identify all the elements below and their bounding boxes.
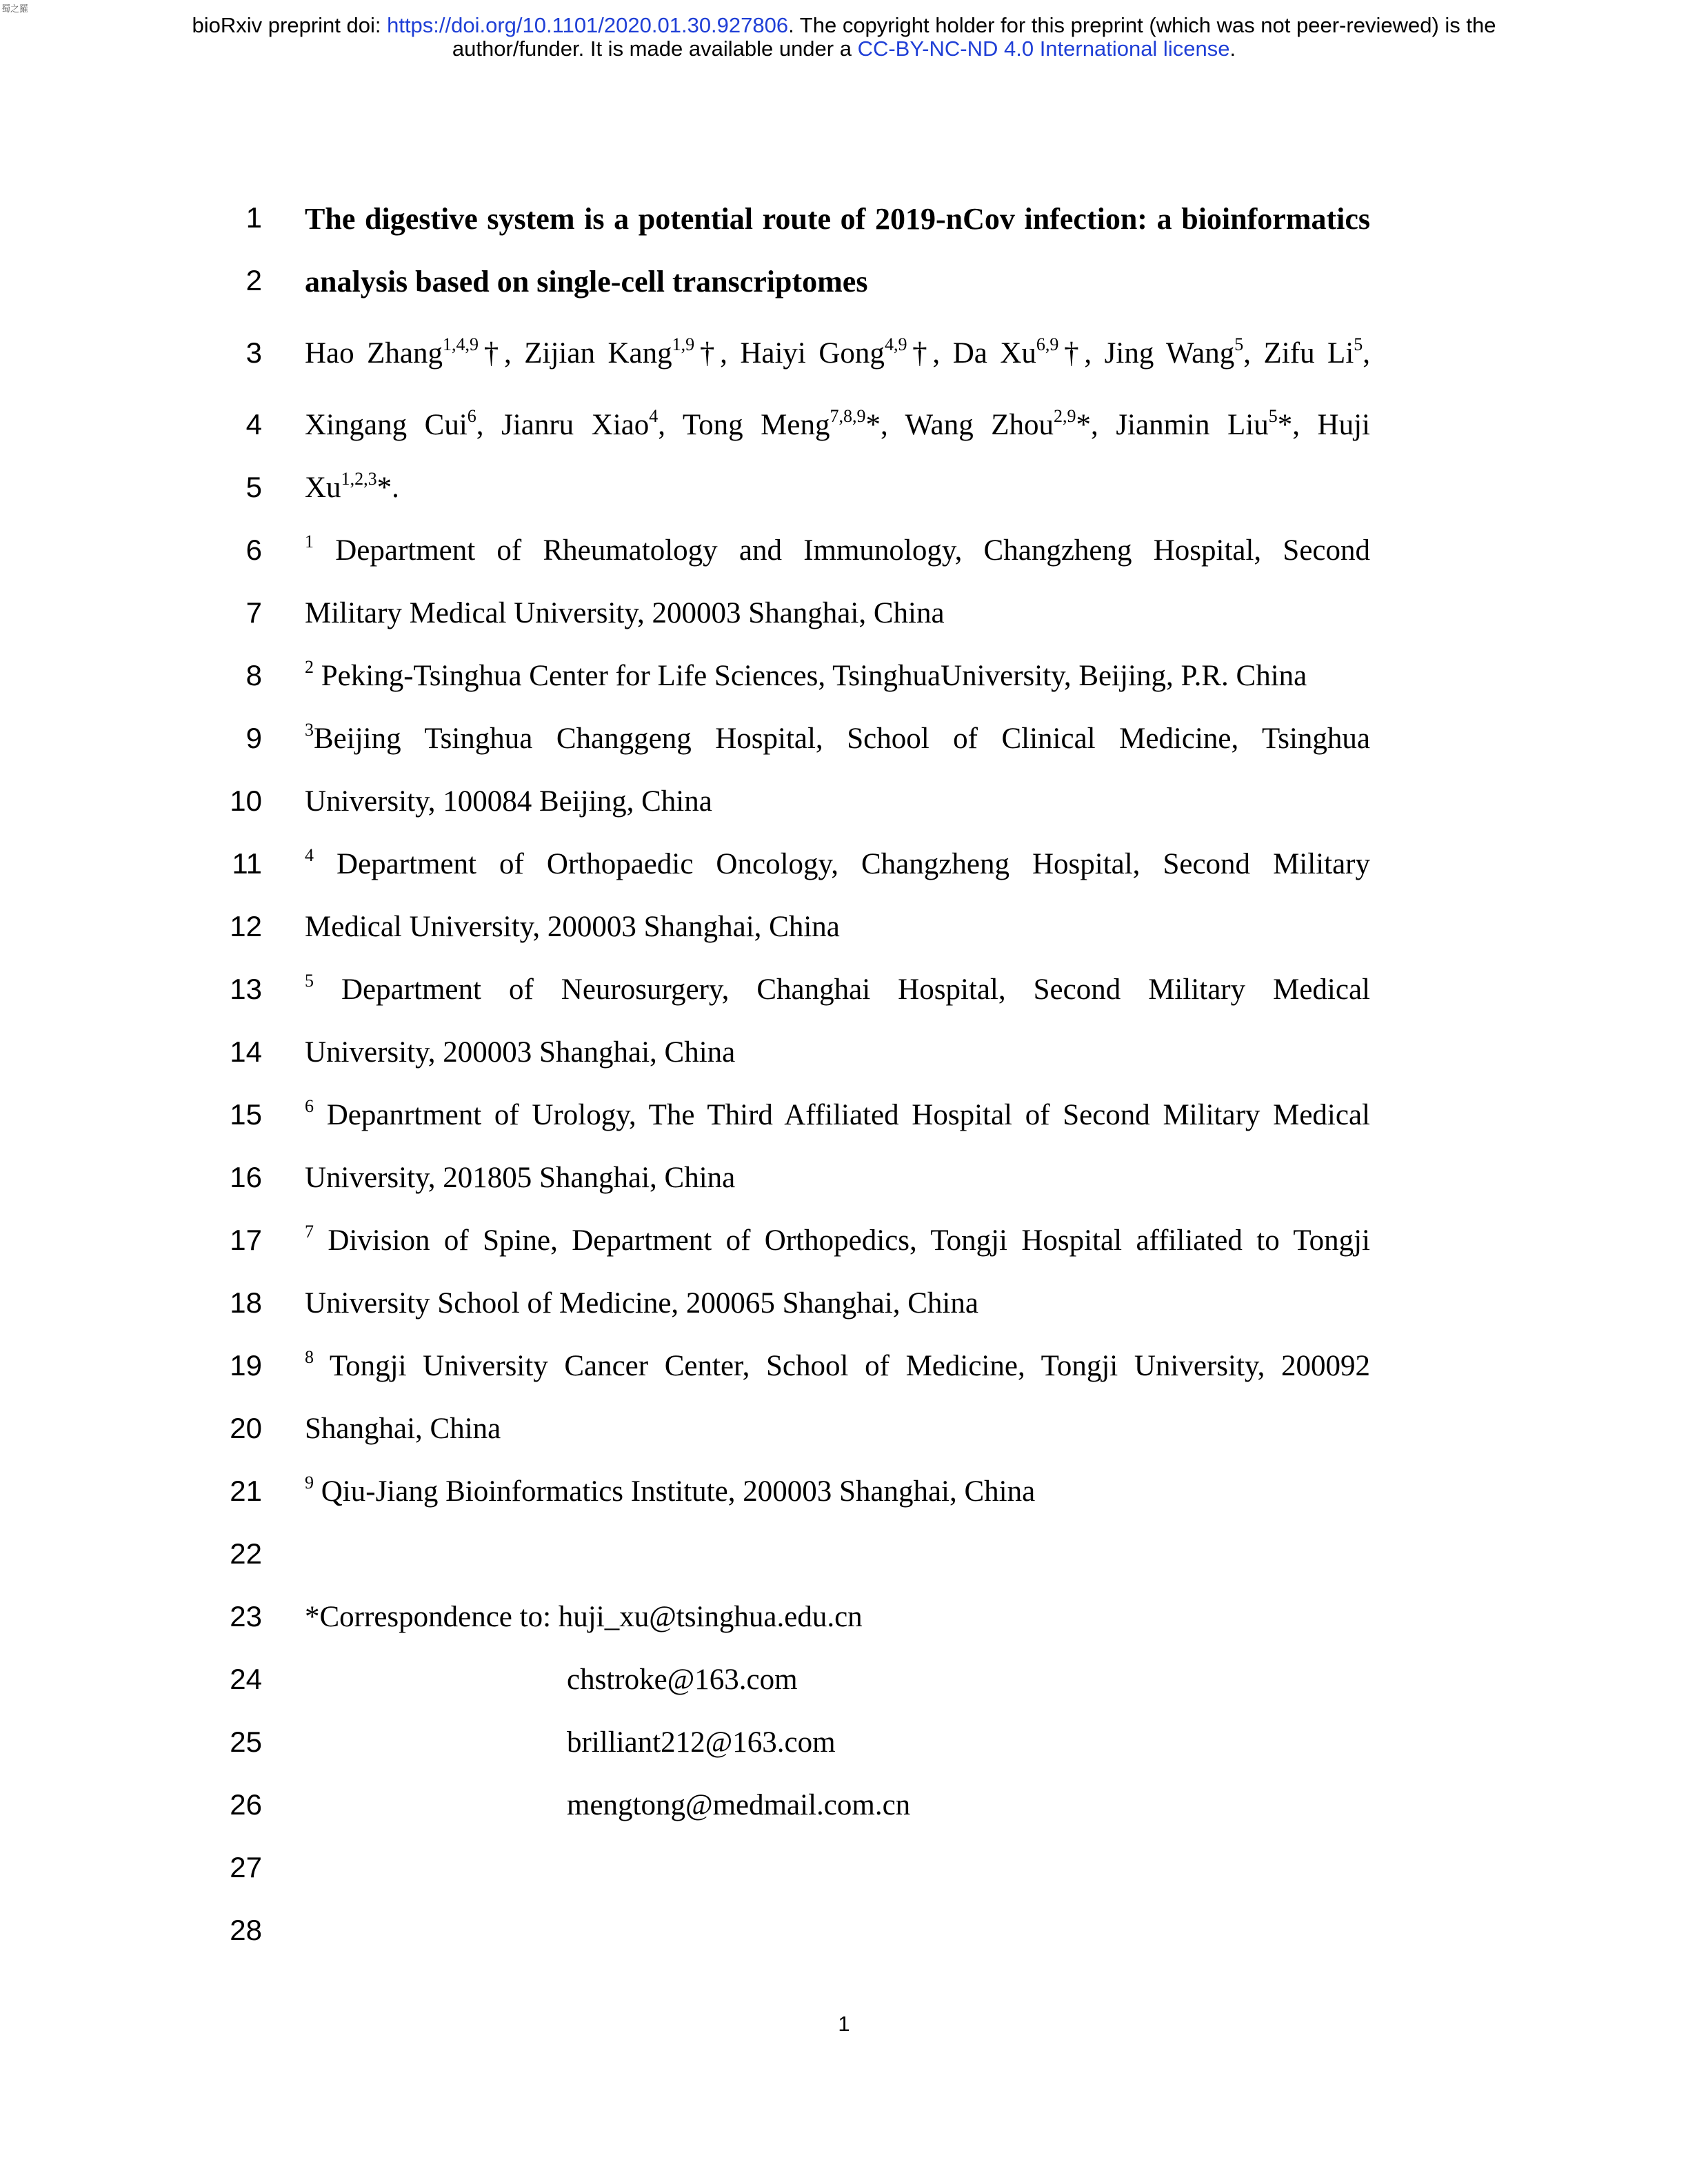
- affiliation-5-line-2: University, 200003 Shanghai, China: [305, 1036, 736, 1069]
- line-number: 18: [230, 1286, 262, 1319]
- affiliation-text: Department of Rheumatology and Immunology, Changzheng Hospital, Second: [314, 534, 1370, 567]
- author-affiliation-sup: 6: [467, 406, 476, 426]
- email-link[interactable]: mengtong@medmail.com.cn: [567, 1789, 911, 1821]
- author-name: Jianru Xiao: [501, 409, 650, 441]
- line-number: 27: [230, 1851, 262, 1883]
- affiliation-number: 9: [305, 1473, 314, 1493]
- header-suffix: . The copyright holder for this preprint (which was not peer-reviewed) is the: [788, 13, 1496, 37]
- affiliation-text: Department of Orthopaedic Oncology, Changzheng Hospital, Second Military: [314, 848, 1370, 880]
- author-affiliation-sup: 2,9: [1054, 406, 1076, 426]
- doi-link[interactable]: https://doi.org/10.1101/2020.01.30.927806: [387, 13, 789, 37]
- affiliation-number: 6: [305, 1096, 314, 1116]
- page-number: 1: [838, 2012, 850, 2036]
- affiliation-6-line-2: University, 201805 Shanghai, China: [305, 1162, 736, 1194]
- author-affiliation-sup: 5: [1268, 406, 1278, 426]
- header-line-1: [0, 14, 1688, 37]
- header-prefix: bioRxiv preprint doi:: [192, 13, 388, 37]
- line-number: 25: [230, 1726, 262, 1758]
- author-mark: ,: [1363, 337, 1371, 370]
- line-number: 9: [245, 722, 262, 754]
- affiliation-1-line-1: [305, 534, 1370, 567]
- author-affiliation-sup: 6,9: [1036, 334, 1059, 354]
- affiliation-number: 2: [305, 657, 314, 677]
- author-name: Hao Zhang: [305, 337, 443, 370]
- author-mark: ,: [1243, 337, 1264, 370]
- line-number: 1: [245, 201, 262, 234]
- affiliation-3-line-1: [305, 722, 1370, 756]
- author-name: Xingang Cui: [305, 409, 468, 441]
- affiliation-7-line-1: [305, 1224, 1370, 1257]
- corner-mark: 蜀之羅: [1, 4, 29, 14]
- affiliation-text: Division of Spine, Department of Orthopedics, Tongji Hospital affiliated to Tongji: [314, 1224, 1370, 1257]
- line-number: 4: [245, 408, 262, 441]
- line-number: 12: [230, 910, 262, 942]
- author-mark: ,: [476, 409, 502, 441]
- author-affiliation-sup: 1,4,9: [443, 334, 479, 354]
- affiliation-8-line-2: Shanghai, China: [305, 1413, 501, 1445]
- author-name: Wang Zhou: [905, 409, 1054, 441]
- affiliation-8-line-1: [305, 1349, 1370, 1383]
- author-affiliation-sup: 7,8,9: [830, 406, 866, 426]
- author-name: Haiyi Gong: [740, 337, 885, 370]
- affiliation-text: Peking-Tsinghua Center for Life Sciences, TsinghuaUniversity, Beijing, P.R. China: [314, 660, 1307, 692]
- correspondence-label: *Correspondence to:: [305, 1601, 559, 1633]
- author-mark: *,: [865, 409, 905, 441]
- affiliation-text: Beijing Tsinghua Changgeng Hospital, School of Clinical Medicine, Tsinghua: [314, 722, 1370, 755]
- line-number: 26: [230, 1788, 262, 1821]
- author-mark: †,: [479, 337, 525, 370]
- title-line-1: The digestive system is a potential route of 2019-nCov infection: a bioinformatics: [305, 202, 1370, 236]
- author-affiliation-sup: 1,2,3: [341, 469, 377, 489]
- author-name: Huji: [1317, 409, 1370, 441]
- affiliation-9-line-1: [305, 1475, 1370, 1508]
- affiliation-4-line-2: Medical University, 200003 Shanghai, China: [305, 911, 840, 943]
- line-number: 23: [230, 1600, 262, 1632]
- author-name: Tong Meng: [682, 409, 830, 441]
- author-name: Da Xu: [952, 337, 1036, 370]
- line-number: 3: [245, 336, 262, 369]
- line-number: 22: [230, 1537, 262, 1570]
- affiliation-number: 7: [305, 1222, 314, 1242]
- author-mark: *,: [1076, 409, 1116, 441]
- author-mark: †,: [907, 337, 953, 370]
- author-mark: †,: [1058, 337, 1105, 370]
- affiliation-7-line-2: University School of Medicine, 200065 Shanghai, China: [305, 1287, 978, 1320]
- author-affiliation-sup: 5: [1234, 334, 1244, 354]
- header-line-2: [0, 37, 1688, 61]
- line-number: 28: [230, 1914, 262, 1946]
- affiliation-number: 3: [305, 720, 314, 740]
- preprint-header: [0, 14, 1688, 61]
- affiliation-6-line-1: [305, 1098, 1370, 1132]
- line-number: 11: [232, 847, 262, 880]
- header-prefix-2: author/funder. It is made available under a: [452, 37, 858, 61]
- title-line-2: analysis based on single-cell transcriptomes: [305, 265, 868, 299]
- email-link[interactable]: chstroke@163.com: [567, 1664, 798, 1696]
- author-name: Jianmin Liu: [1116, 409, 1269, 441]
- affiliation-2-line-1: [305, 659, 1370, 693]
- affiliation-text: Depanrtment of Urology, The Third Affiliated Hospital of Second Military Medical: [314, 1099, 1370, 1131]
- affiliation-1-line-2: Military Medical University, 200003 Shanghai, China: [305, 597, 945, 629]
- affiliation-number: 1: [305, 532, 314, 552]
- license-link[interactable]: CC-BY-NC-ND 4.0 International license: [857, 37, 1230, 61]
- affiliation-number: 8: [305, 1347, 314, 1367]
- correspondence-line: [305, 1600, 1370, 1634]
- line-number: 6: [245, 534, 262, 566]
- author-mark: *,: [1277, 409, 1318, 441]
- author-affiliation-sup: 4: [649, 406, 659, 426]
- author-line-1: [305, 336, 1370, 370]
- author-affiliation-sup: 5: [1354, 334, 1363, 354]
- author-name: Xu: [305, 472, 341, 504]
- line-number: 16: [230, 1161, 262, 1193]
- line-number: 13: [230, 973, 262, 1005]
- author-name: Jing Wang: [1104, 337, 1235, 370]
- author-affiliation-sup: 1,9: [672, 334, 695, 354]
- email-link[interactable]: huji_xu@tsinghua.edu.cn: [558, 1601, 863, 1633]
- line-number: 21: [230, 1475, 262, 1507]
- affiliation-text: Department of Neurosurgery, Changhai Hospital, Second Military Medical: [314, 973, 1370, 1006]
- author-name: Zijian Kang: [524, 337, 672, 370]
- header-suffix-2: .: [1229, 37, 1236, 61]
- affiliation-4-line-1: [305, 847, 1370, 881]
- line-number: 2: [245, 264, 262, 296]
- author-affiliation-sup: 4,9: [884, 334, 907, 354]
- affiliation-5-line-1: [305, 973, 1370, 1007]
- affiliation-number: 4: [305, 845, 314, 865]
- line-number: 24: [230, 1663, 262, 1695]
- line-number: 8: [245, 659, 262, 691]
- line-number: 19: [230, 1349, 262, 1382]
- line-number: 17: [230, 1224, 262, 1256]
- line-number: 7: [245, 596, 262, 629]
- affiliation-text: Qiu-Jiang Bioinformatics Institute, 200003 Shanghai, China: [314, 1475, 1036, 1508]
- author-name: Zifu Li: [1263, 337, 1354, 370]
- line-number: 15: [230, 1098, 262, 1131]
- affiliation-text: Tongji University Cancer Center, School of Medicine, Tongji University, 200092: [314, 1350, 1370, 1382]
- author-line-2: [305, 408, 1370, 442]
- author-mark: †,: [694, 337, 741, 370]
- line-number: 14: [230, 1035, 262, 1068]
- affiliation-number: 5: [305, 971, 314, 991]
- author-mark: ,: [658, 409, 683, 441]
- line-number: 5: [245, 471, 262, 503]
- affiliation-3-line-2: University, 100084 Beijing, China: [305, 785, 712, 818]
- author-mark: *.: [376, 472, 399, 504]
- email-link[interactable]: brilliant212@163.com: [567, 1726, 836, 1759]
- line-number: 10: [230, 785, 262, 817]
- line-number: 20: [230, 1412, 262, 1444]
- author-line-3: [305, 471, 1370, 505]
